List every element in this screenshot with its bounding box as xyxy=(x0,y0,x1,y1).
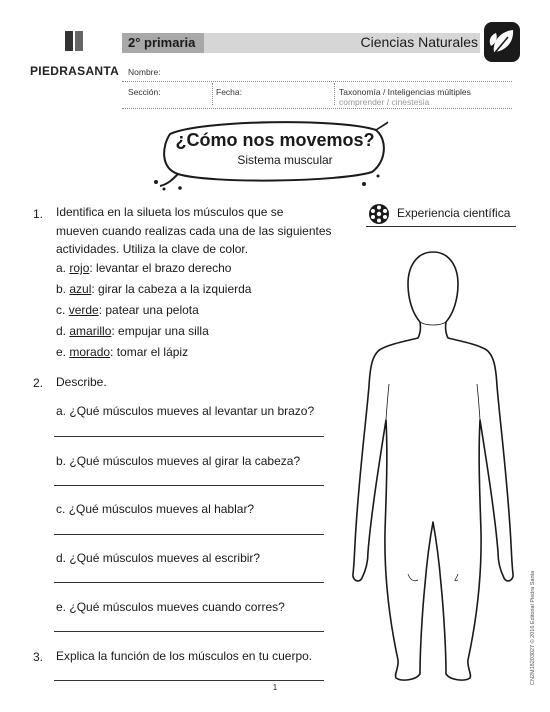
color-key: amarillo xyxy=(69,324,112,338)
answer-line[interactable] xyxy=(54,582,324,583)
name-field-line[interactable] xyxy=(122,81,512,82)
item-text: : empujar una silla xyxy=(111,324,209,338)
copyright-text: CN2M18203027 © 2016 Editorial Piedra Santa xyxy=(530,570,536,685)
list-item xyxy=(56,600,285,614)
item-text: : levantar el brazo derecho xyxy=(89,261,232,275)
logo-text: PIEDRASANTA xyxy=(30,64,120,78)
subject-badge xyxy=(484,22,520,62)
field-divider xyxy=(334,83,335,105)
page-number: 1 xyxy=(272,683,278,692)
question-3-text: Explica la función de los músculos en tu cuerpo. xyxy=(56,649,313,663)
question-line: mueven cuando realizas cada una de las siguientes xyxy=(56,223,332,238)
taxonomy-values: comprender / cinestesia xyxy=(339,97,430,107)
publisher-logo xyxy=(30,30,118,80)
item-text: ¿Qué músculos mueves al hablar? xyxy=(68,502,255,516)
list-item xyxy=(56,502,254,516)
section-underline xyxy=(366,226,516,227)
question-line: actividades. Utiliza la clave de color. xyxy=(56,242,249,256)
question-2-text: Describe. xyxy=(56,375,107,389)
answer-line[interactable] xyxy=(54,631,324,632)
item-text: ¿Qué músculos mueves al escribir? xyxy=(69,551,261,565)
color-key: azul xyxy=(69,282,92,296)
list-item xyxy=(56,303,199,317)
answer-line[interactable] xyxy=(54,534,324,535)
item-letter: b. xyxy=(56,454,67,468)
item-letter: b. xyxy=(56,282,67,296)
page-title: ¿Cómo nos movemos? xyxy=(175,130,375,150)
color-key: verde xyxy=(68,303,99,317)
item-letter: e. xyxy=(56,345,67,359)
color-key: rojo xyxy=(69,261,90,275)
item-text: ¿Qué músculos mueves cuando corres? xyxy=(69,600,285,614)
item-letter: a. xyxy=(56,404,67,418)
item-letter: e. xyxy=(56,600,67,614)
item-letter: c. xyxy=(56,502,66,516)
item-letter: d. xyxy=(56,551,67,565)
list-item xyxy=(56,404,314,418)
list-item xyxy=(56,345,188,359)
answer-line[interactable] xyxy=(54,485,324,486)
page-subtitle: Sistema muscular xyxy=(237,153,333,167)
question-number: 2. xyxy=(33,376,44,390)
list-item xyxy=(56,261,231,275)
item-text: : girar la cabeza a la izquierda xyxy=(91,282,252,296)
section-label: Experiencia científica xyxy=(397,206,511,220)
date-label: Fecha: xyxy=(216,87,242,97)
body-silhouette[interactable] xyxy=(348,244,518,684)
item-text: ¿Qué músculos mueves al girar la cabeza? xyxy=(69,454,301,468)
atom-icon xyxy=(368,203,390,225)
item-letter: a. xyxy=(56,261,67,275)
question-1-text xyxy=(56,203,332,259)
section-label: Sección: xyxy=(128,87,161,97)
item-text: : tomar el lápiz xyxy=(110,345,189,359)
question-line: Identifica en la silueta los músculos que se xyxy=(56,205,284,219)
question-number: 3. xyxy=(33,650,44,664)
name-label: Nombre: xyxy=(128,67,161,77)
question-number: 1. xyxy=(33,207,44,221)
list-item xyxy=(56,454,300,468)
list-item xyxy=(56,282,251,296)
item-letter: c. xyxy=(56,303,66,317)
field-divider xyxy=(212,83,213,105)
grade-label: 2° primaria xyxy=(128,35,196,50)
fields-bottom-line xyxy=(122,108,512,109)
list-item xyxy=(56,551,260,565)
item-letter: d. xyxy=(56,324,67,338)
book-icon xyxy=(64,30,84,52)
item-text: ¿Qué músculos mueves al levantar un brazo? xyxy=(69,404,315,418)
color-key: morado xyxy=(69,345,111,359)
taxonomy-label: Taxonomía / Inteligencias múltiples xyxy=(339,87,471,97)
answer-line[interactable] xyxy=(54,680,324,681)
item-text: : patear una pelota xyxy=(98,303,199,317)
leaf-icon xyxy=(484,22,520,62)
list-item xyxy=(56,324,209,338)
subject-label: Ciencias Naturales xyxy=(360,34,478,50)
answer-line[interactable] xyxy=(54,436,324,437)
